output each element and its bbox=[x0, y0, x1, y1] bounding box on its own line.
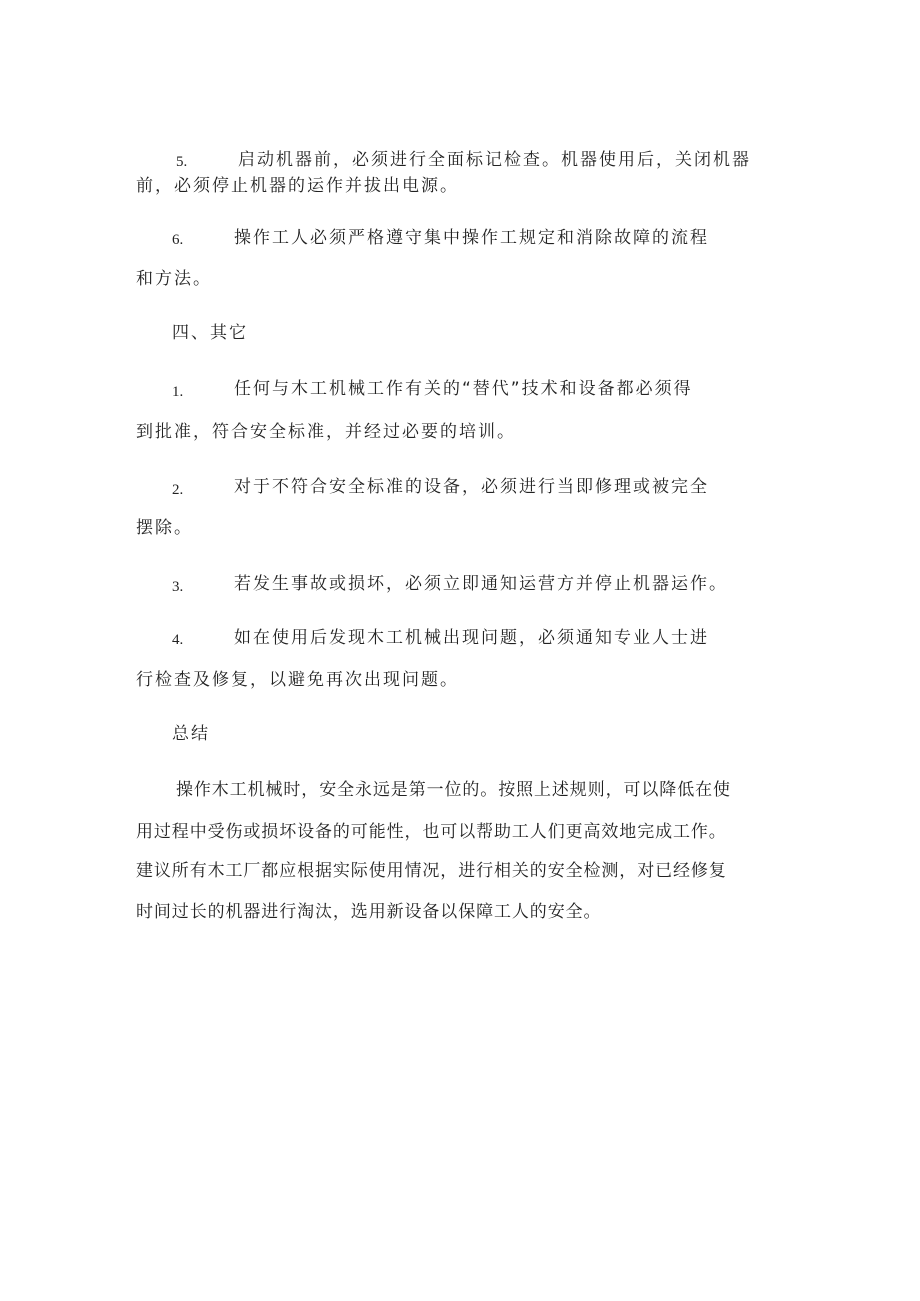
item-number: 4. bbox=[172, 632, 184, 648]
item-text-line: 行检查及修复，以避免再次出现问题。 bbox=[136, 670, 459, 690]
summary-line: 用过程中受伤或损坏设备的可能性，也可以帮助工人们更高效地完成工作。 bbox=[136, 822, 727, 842]
item-text-line: 启动机器前，必须进行全面标记检查。机器使用后，关闭机器 bbox=[238, 150, 751, 170]
item-number: 1. bbox=[172, 384, 184, 400]
summary-line: 操作木工机械时，安全永远是第一位的。按照上述规则，可以降低在使 bbox=[176, 780, 731, 800]
item-number: 6. bbox=[172, 232, 184, 248]
item-number: 2. bbox=[172, 482, 184, 498]
summary-heading: 总结 bbox=[172, 724, 210, 744]
item-text-line: 任何与木工机械工作有关的“替代”技术和设备都必须得 bbox=[234, 379, 693, 399]
item-number: 3. bbox=[172, 579, 184, 595]
item-text-line: 到批准，符合安全标准，并经过必要的培训。 bbox=[136, 422, 516, 442]
item-text-line: 对于不符合安全标准的设备，必须进行当即修理或被完全 bbox=[234, 477, 709, 497]
item-text-line: 操作工人必须严格遵守集中操作工规定和消除故障的流程 bbox=[234, 228, 709, 248]
item-text-line: 和方法。 bbox=[136, 269, 212, 289]
summary-line: 建议所有木工厂都应根据实际使用情况，进行相关的安全检测，对已经修复 bbox=[136, 861, 727, 881]
item-number: 5. bbox=[176, 154, 188, 170]
summary-line: 时间过长的机器进行淘汰，选用新设备以保障工人的安全。 bbox=[136, 902, 602, 922]
item-text-line: 若发生事故或损坏，必须立即通知运营方并停止机器运作。 bbox=[234, 574, 728, 594]
item-text-line: 摆除。 bbox=[136, 518, 193, 538]
section-heading: 四、其它 bbox=[172, 323, 248, 343]
item-text-line: 前，必须停止机器的运作并拔出电源。 bbox=[136, 176, 459, 196]
item-text-line: 如在使用后发现木工机械出现问题，必须通知专业人士进 bbox=[234, 628, 709, 648]
